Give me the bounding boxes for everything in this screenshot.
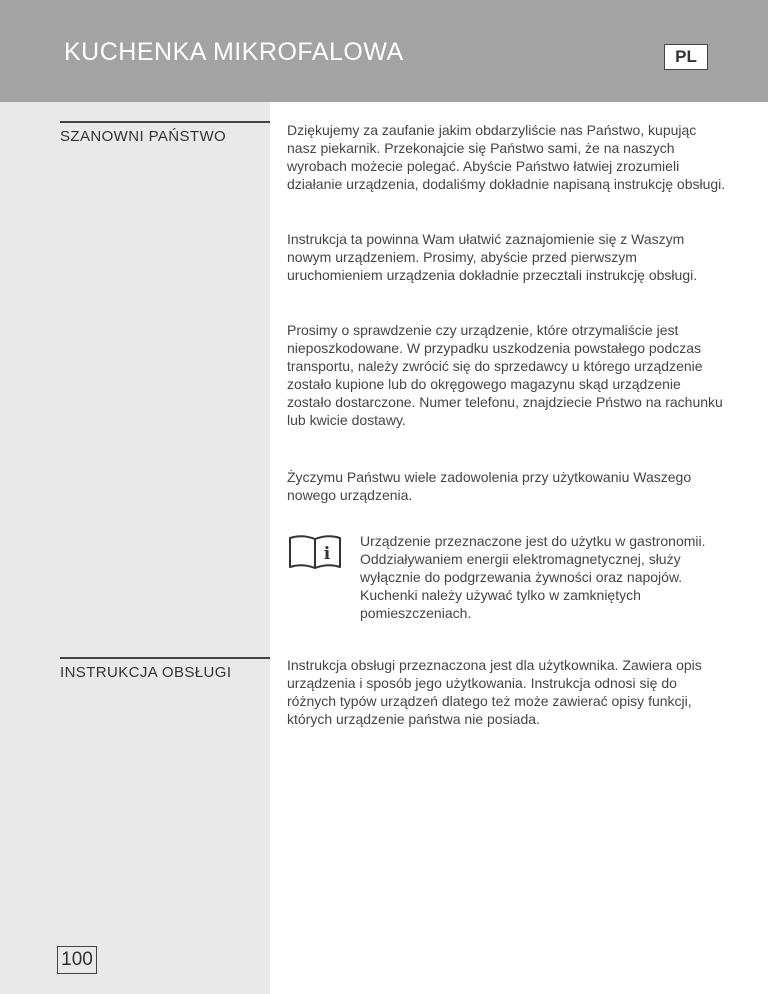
section-label-szanowni: SZANOWNI PAŃSTWO (60, 121, 270, 145)
paragraph-damage-check: Prosimy o sprawdzenie czy urządzenie, które otrzymaliście jest nieposzkodowane. W przypadku uszkodzenia powstałego podczas transportu, należy zwrócić się do sprzedawcy u którego urządzenie zostało kupione lub do okręgowego magazynu skąd urządzenie zostało dostarczone. Numer telefonu, znajdziecie Pństwo na rachunku lub kwicie dostawy. (287, 322, 723, 428)
paragraph-manual-info: Instrukcja obsługi przeznaczona jest dla użytkownika. Zawiera opis urządzenia i sposób jego użytkowania. Instrukcja odnosi się do różnych typów urządzeń dlatego też może zawierać opisy funkcji, których urządzenie państwa nie posiada. (287, 657, 702, 727)
paragraph-wishes: Życzymu Państwu wiele zadowolenia przy użytkowaniu Waszego nowego urządzenia. (287, 469, 692, 503)
page-number: 100 (57, 946, 97, 974)
info-note: Urządzenie przeznaczone jest do użytku w gastronomii. Oddziaływaniem energii elektromagnetycznej, służy wyłącznie do podgrzewania żywności oraz napojów. Kuchenki należy używać tylko w zamkniętych pomieszczeniach. (360, 533, 706, 621)
info-glyph: i (323, 544, 331, 564)
sidebar (0, 102, 270, 994)
book-info-icon (288, 534, 342, 570)
section-label-instrukcja: INSTRUKCJA OBSŁUGI (60, 657, 270, 681)
language-badge: PL (664, 44, 708, 70)
paragraph-thanks: Dziękujemy za zaufanie jakim obdarzyliście nas Państwo, kupując nasz piekarnik. Przekonajcie się Państwo sami, że na naszych wyrobach możecie polegać. Abyście Państwo łatwiej zrozumieli działanie urządzenia, dodaliśmy dokładnie napisaną instrukcję obsługi. (287, 122, 726, 192)
page-title: KUCHENKA MIKROFALOWA (64, 38, 404, 66)
paragraph-instructions-intro: Instrukcja ta powinna Wam ułatwić zaznajomienie się z Waszym nowym urządzeniem. Prosimy, abyście przed pierwszym uruchomieniem urządzenia dokładnie przecztali instrukcję obsługi. (287, 231, 698, 283)
page-header (0, 0, 768, 102)
